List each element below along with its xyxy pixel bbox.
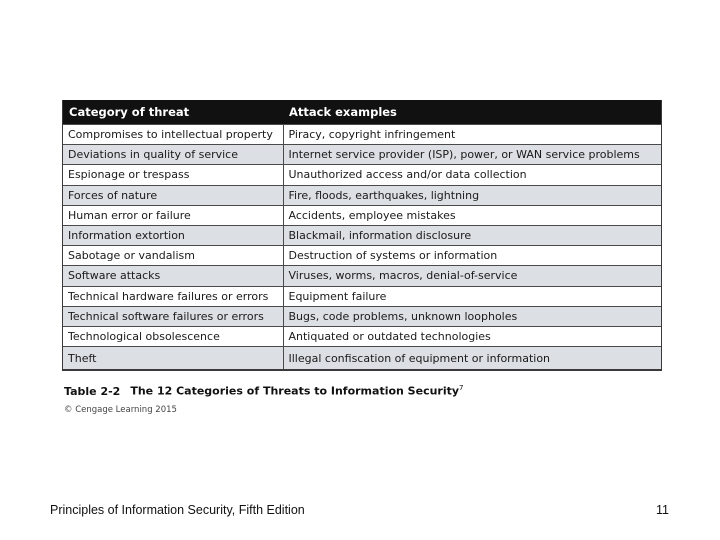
table-row — [63, 125, 661, 145]
example-cell: Unauthorized access and/or data collection — [283, 165, 661, 185]
category-cell: Theft — [63, 347, 283, 370]
caption-footnote: 7 — [459, 384, 464, 392]
caption-title: The 12 Categories of Threats to Information Security — [130, 384, 460, 398]
table-caption — [64, 384, 464, 398]
book-title-footer: Principles of Information Security, Fifth Edition — [50, 503, 305, 517]
category-cell: Forces of nature — [63, 185, 283, 205]
example-cell: Equipment failure — [283, 286, 661, 306]
table-row — [63, 225, 661, 245]
category-cell: Software attacks — [63, 266, 283, 286]
category-cell: Compromises to intellectual property — [63, 125, 283, 145]
category-cell: Technical hardware failures or errors — [63, 286, 283, 306]
category-cell: Human error or failure — [63, 205, 283, 225]
table-row — [63, 286, 661, 306]
category-cell: Technical software failures or errors — [63, 306, 283, 326]
table-row — [63, 347, 661, 370]
threat-table — [62, 100, 662, 371]
example-cell: Blackmail, information disclosure — [283, 225, 661, 245]
header-attack-examples: Attack examples — [283, 100, 661, 125]
category-cell: Technological obsolescence — [63, 326, 283, 346]
table-header-row — [63, 100, 661, 125]
example-cell: Fire, floods, earthquakes, lightning — [283, 185, 661, 205]
example-cell: Antiquated or outdated technologies — [283, 326, 661, 346]
example-cell: Internet service provider (ISP), power, or WAN service problems — [283, 145, 661, 165]
category-cell: Information extortion — [63, 225, 283, 245]
caption-label: Table 2-2 — [64, 384, 121, 398]
example-cell: Bugs, code problems, unknown loopholes — [283, 306, 661, 326]
example-cell: Piracy, copyright infringement — [283, 125, 661, 145]
table-row — [63, 246, 661, 266]
threat-table-grid — [63, 100, 661, 369]
table-row — [63, 306, 661, 326]
example-cell: Viruses, worms, macros, denial-of-service — [283, 266, 661, 286]
table-row — [63, 185, 661, 205]
category-cell: Deviations in quality of service — [63, 145, 283, 165]
table-row — [63, 205, 661, 225]
example-cell: Illegal confiscation of equipment or information — [283, 347, 661, 370]
copyright-notice: © Cengage Learning 2015 — [64, 405, 177, 415]
table-row — [63, 165, 661, 185]
table-row — [63, 326, 661, 346]
example-cell: Accidents, employee mistakes — [283, 205, 661, 225]
table-row — [63, 266, 661, 286]
page-number: 11 — [656, 503, 669, 517]
category-cell: Sabotage or vandalism — [63, 246, 283, 266]
category-cell: Espionage or trespass — [63, 165, 283, 185]
example-cell: Destruction of systems or information — [283, 246, 661, 266]
header-category: Category of threat — [63, 100, 283, 125]
table-row — [63, 145, 661, 165]
